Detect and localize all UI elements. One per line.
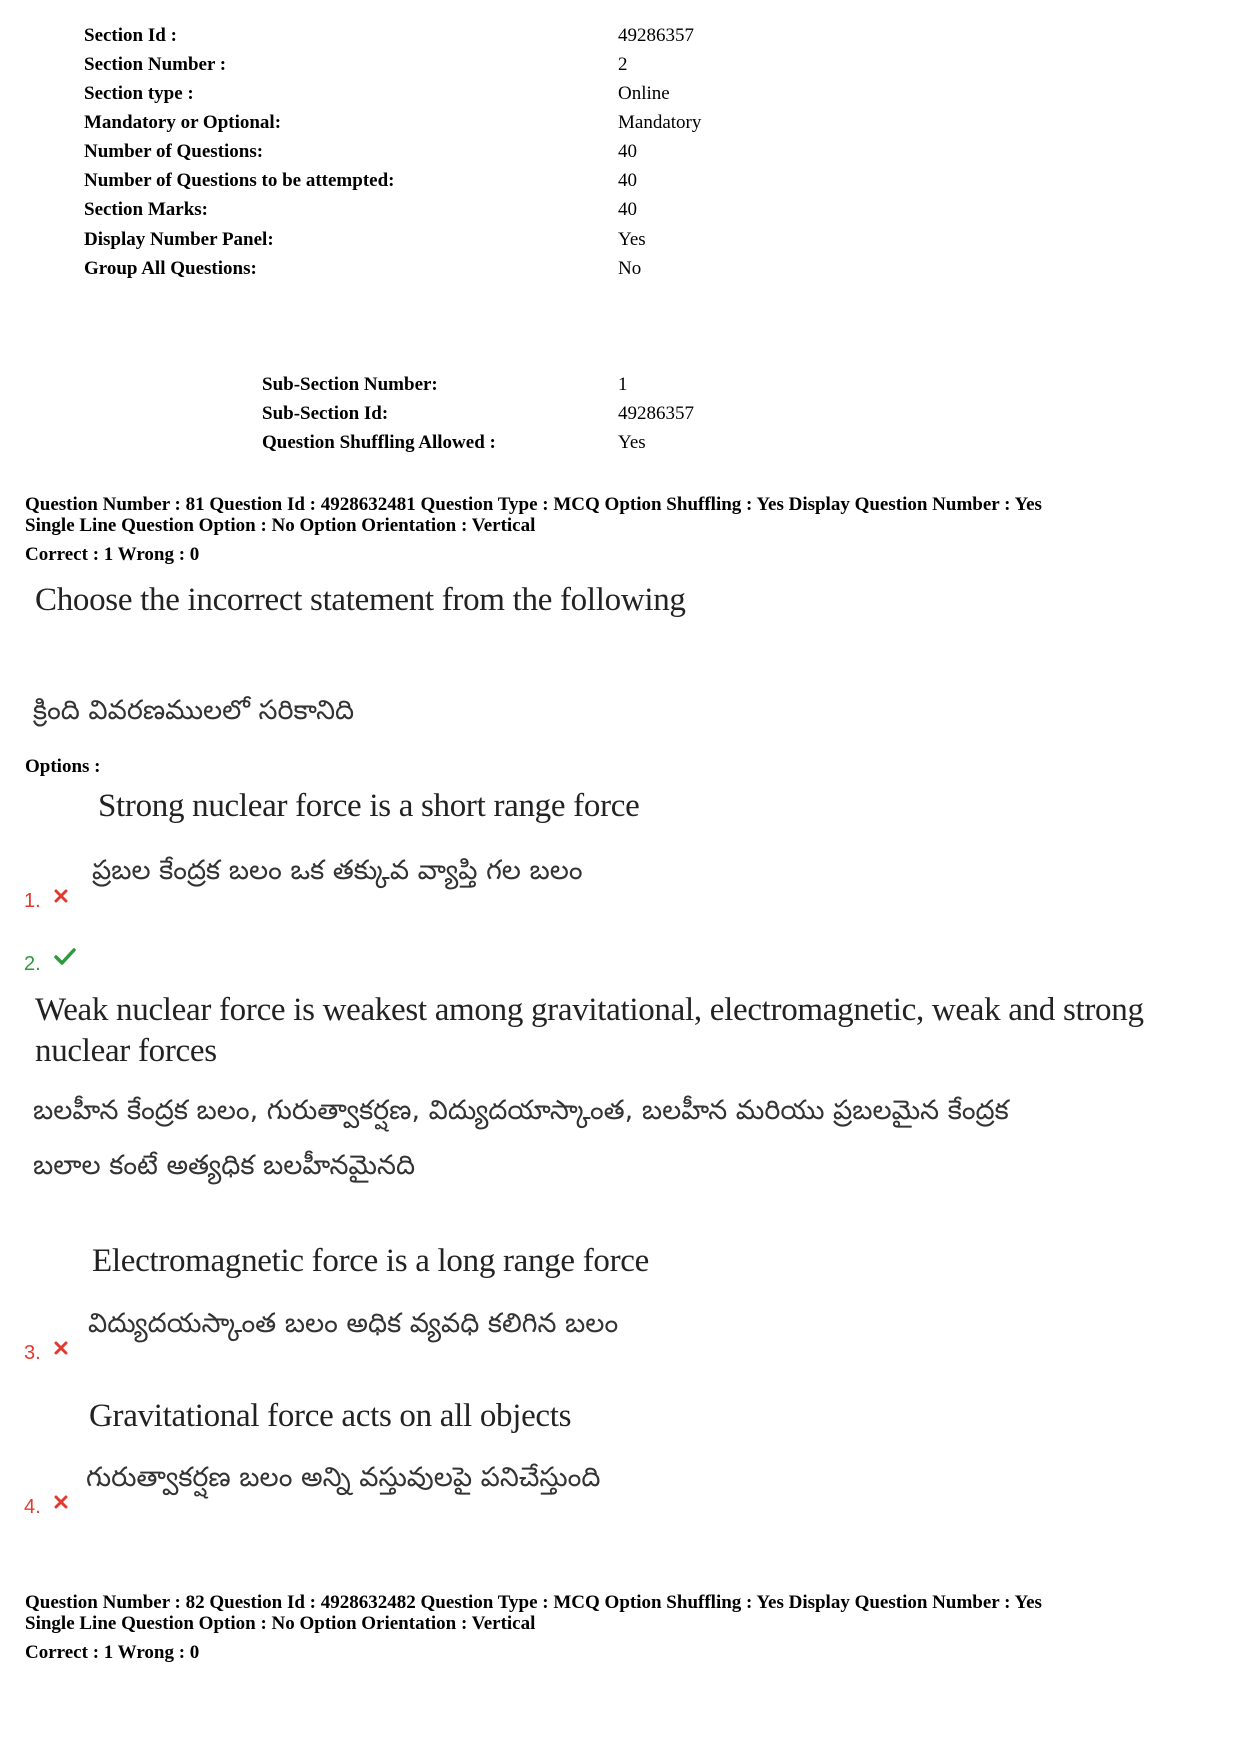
option-3-text-english: Electromagnetic force is a long range force xyxy=(92,1243,649,1279)
option-2-text-telugu-line2: బలాల కంటే అత్యధిక బలహీనమైనది xyxy=(33,1150,416,1181)
mandatory-value: Mandatory xyxy=(618,112,702,133)
subsection-id-label: Sub-Section Id: xyxy=(262,403,389,424)
question-meta-line3: Correct : 1 Wrong : 0 xyxy=(25,544,200,565)
option-4-number: 4. xyxy=(24,1496,41,1518)
option-2-number: 2. xyxy=(24,953,41,975)
section-id-value: 49286357 xyxy=(618,25,694,46)
option-3-text-telugu: విద్యుదయస్కాంత బలం అధిక వ్యవధి కలిగిన బలం xyxy=(88,1308,619,1339)
num-attempt-value: 40 xyxy=(618,170,637,191)
mandatory-label: Mandatory or Optional: xyxy=(84,112,282,133)
option-2-number-row xyxy=(24,948,76,976)
subsection-id-value: 49286357 xyxy=(618,403,694,424)
option-2-text-english-line2: nuclear forces xyxy=(35,1033,217,1069)
cross-icon xyxy=(54,1338,68,1361)
option-3-number: 3. xyxy=(24,1342,41,1364)
option-1-number: 1. xyxy=(24,890,41,912)
subsection-number-value: 1 xyxy=(618,374,628,395)
check-icon xyxy=(54,948,76,972)
section-id-label: Section Id : xyxy=(84,25,177,46)
option-1-number-row xyxy=(24,886,68,913)
cross-icon xyxy=(54,1492,68,1515)
question-meta-line3: Correct : 1 Wrong : 0 xyxy=(25,1642,200,1663)
option-4-text-english: Gravitational force acts on all objects xyxy=(89,1398,572,1434)
option-2-text-english-line1: Weak nuclear force is weakest among gravitational, electromagnetic, weak and strong xyxy=(35,992,1144,1028)
shuffling-label: Question Shuffling Allowed : xyxy=(262,432,496,453)
section-type-label: Section type : xyxy=(84,83,194,104)
section-marks-label: Section Marks: xyxy=(84,199,209,220)
option-1-text-telugu: ప్రబల కేంద్రక బలం ఒక తక్కువ వ్యాప్తి గల బలం xyxy=(92,855,583,886)
section-number-label: Section Number : xyxy=(84,54,227,75)
section-type-value: Online xyxy=(618,83,670,104)
question-meta-line1: Question Number : 81 Question Id : 4928632481 Question Type : MCQ Option Shuffling : Yes Display Question Number : Yes xyxy=(25,494,1042,515)
option-3-number-row xyxy=(24,1338,68,1365)
question-meta-line2: Single Line Question Option : No Option Orientation : Vertical xyxy=(25,515,536,536)
shuffling-value: Yes xyxy=(618,432,646,453)
question-meta-line1: Question Number : 82 Question Id : 4928632482 Question Type : MCQ Option Shuffling : Yes Display Question Number : Yes xyxy=(25,1592,1042,1613)
option-4-text-telugu: గురుత్వాకర్షణ బలం అన్ని వస్తువులపై పనిచేస్తుంది xyxy=(86,1462,601,1493)
display-panel-label: Display Number Panel: xyxy=(84,229,274,250)
section-marks-value: 40 xyxy=(618,199,637,220)
num-questions-label: Number of Questions: xyxy=(84,141,264,162)
display-panel-value: Yes xyxy=(618,229,646,250)
group-all-label: Group All Questions: xyxy=(84,258,257,279)
section-number-value: 2 xyxy=(618,54,628,75)
option-2-text-telugu-line1: బలహీన కేంద్రక బలం, గురుత్వాకర్షణ, విద్యుదయాస్కాంత, బలహీన మరియు ప్రబలమైన కేంద్రక xyxy=(33,1095,1009,1126)
question-text-telugu: క్రింది వివరణములలో సరికానిది xyxy=(33,695,355,726)
question-meta-line2: Single Line Question Option : No Option Orientation : Vertical xyxy=(25,1613,536,1634)
option-4-number-row xyxy=(24,1492,68,1519)
cross-icon xyxy=(54,886,68,909)
question-text-english: Choose the incorrect statement from the following xyxy=(35,582,686,618)
num-attempt-label: Number of Questions to be attempted: xyxy=(84,170,395,191)
subsection-number-label: Sub-Section Number: xyxy=(262,374,438,395)
num-questions-value: 40 xyxy=(618,141,637,162)
group-all-value: No xyxy=(618,258,642,279)
option-1-text-english: Strong nuclear force is a short range force xyxy=(98,788,640,824)
options-label: Options : xyxy=(25,756,101,777)
